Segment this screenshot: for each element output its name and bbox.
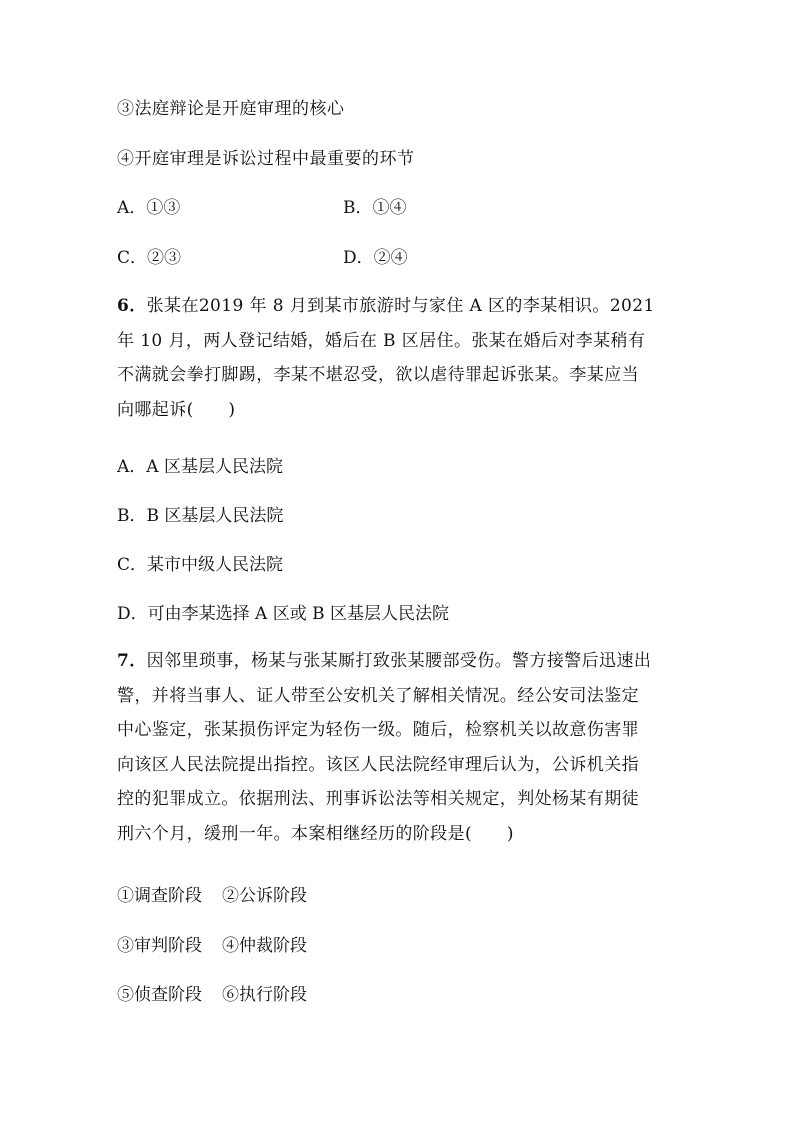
- q6-stem: [117, 289, 687, 427]
- q7-stem-line-4: 向该区人民法院提出指控。该区人民法院经审理后认为，公诉机关指: [117, 754, 639, 775]
- q6-stem-line-1: 6．张某在2019 年 8 月到某市旅游时与家住 A 区的李某相识。2021: [117, 296, 655, 316]
- q6-option-b: B．B 区基层人民法院: [117, 506, 284, 526]
- q5-option-b: B．①④: [343, 198, 407, 218]
- q7-item-1: ①调查阶段: [117, 886, 202, 906]
- q6-option-d: D．可由李某选择 A 区或 B 区基层人民法院: [117, 604, 450, 624]
- q7-item-3: ③审判阶段: [117, 936, 202, 956]
- q7-stem-line-2: 警，并将当事人、证人带至公安机关了解相关情况。经公安司法鉴定: [117, 685, 639, 706]
- q7-item-4: ④仲裁阶段: [222, 936, 307, 956]
- q5-option-a: A．①③: [117, 198, 181, 218]
- q7-items-row-2: [117, 935, 327, 957]
- q7-stem-line-3: 中心鉴定，张某损伤评定为轻伤一级。随后，检察机关以故意伤害罪: [117, 720, 639, 740]
- q7-items-row-3: [117, 984, 327, 1006]
- q7-item-2: ②公诉阶段: [222, 886, 307, 906]
- q5-option-c: C．②③: [117, 248, 182, 268]
- q7-stem: [117, 644, 687, 851]
- q6-stem-line-3: 不满就会拳打脚踢，李某不堪忍受，欲以虐待罪起诉张某。李某应当: [117, 365, 639, 385]
- q7-stem-line-1: 7．因邻里琐事，杨某与张某厮打致张某腰部受伤。警方接警后迅速出: [117, 651, 652, 671]
- q6-stem-line-2: 年 10 月，两人登记结婚，婚后在 B 区居住。张某在婚后对李某稍有: [117, 330, 646, 351]
- q7-number: 7．: [117, 651, 147, 671]
- q5-statement-3: ③法庭辩论是开庭审理的核心: [117, 99, 345, 119]
- q5-option-d: D．②④: [343, 248, 408, 268]
- q7-item-6: ⑥执行阶段: [222, 985, 307, 1005]
- q6-stem-line-4: 向哪起诉( ): [117, 399, 236, 420]
- q6-option-c: C．某市中级人民法院: [117, 555, 284, 575]
- q5-statement-4: ④开庭审理是诉讼过程中最重要的环节: [117, 149, 415, 169]
- q7-item-5: ⑤侦查阶段: [117, 985, 202, 1005]
- q6-option-a: A．A 区基层人民法院: [117, 457, 283, 477]
- q7-items-row-1: [117, 885, 327, 907]
- q6-number: 6．: [117, 296, 147, 316]
- q7-stem-line-5: 控的犯罪成立。依据刑法、刑事诉讼法等相关规定，判处杨某有期徒: [117, 789, 639, 809]
- q7-stem-line-6: 刑六个月，缓刑一年。本案相继经历的阶段是( ): [117, 823, 514, 844]
